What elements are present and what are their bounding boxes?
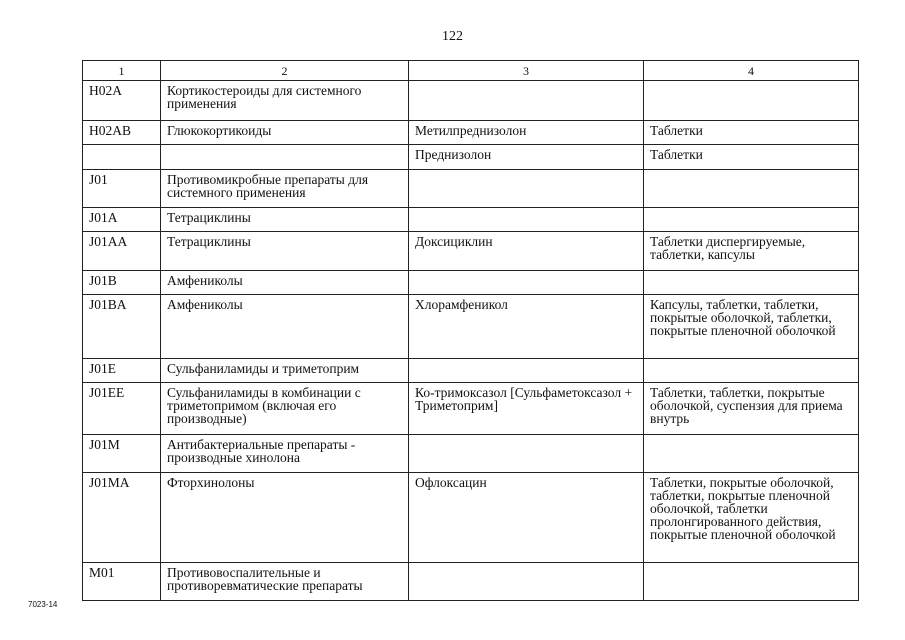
- dosage-forms-cell: [644, 170, 859, 208]
- atc-code-cell: J01MA: [83, 473, 161, 563]
- group-name-cell: Тетрациклины: [161, 232, 409, 271]
- column-header-1: 1: [83, 61, 161, 81]
- table-row: [83, 121, 859, 145]
- table-row: [83, 435, 859, 473]
- group-name-cell: Амфениколы: [161, 271, 409, 295]
- table-row: [83, 81, 859, 121]
- table-row: [83, 295, 859, 359]
- group-name-cell: Фторхинолоны: [161, 473, 409, 563]
- atc-code-cell: [83, 145, 161, 170]
- atc-code-cell: J01B: [83, 271, 161, 295]
- group-name-cell: Глюкокортикоиды: [161, 121, 409, 145]
- atc-code-cell: J01A: [83, 208, 161, 232]
- drug-name-cell: [409, 170, 644, 208]
- group-name-cell: Сульфаниламиды в комбинации с триметопримом (включая его производные): [161, 383, 409, 435]
- group-name-cell: [161, 145, 409, 170]
- dosage-forms-cell: [644, 563, 859, 601]
- atc-code-cell: M01: [83, 563, 161, 601]
- group-name-cell: Противомикробные препараты для системного применения: [161, 170, 409, 208]
- drug-name-cell: Доксициклин: [409, 232, 644, 271]
- dosage-forms-cell: [644, 271, 859, 295]
- drug-name-cell: [409, 435, 644, 473]
- dosage-forms-cell: Таблетки диспергируемые, таблетки, капсулы: [644, 232, 859, 271]
- drug-name-cell: Ко-тримоксазол [Сульфаметоксазол + Триметоприм]: [409, 383, 644, 435]
- drug-name-cell: Метилпреднизолон: [409, 121, 644, 145]
- group-name-cell: Кортикостероиды для системного применения: [161, 81, 409, 121]
- table-row: [83, 271, 859, 295]
- table-body: [83, 81, 859, 601]
- atc-code-cell: J01E: [83, 359, 161, 383]
- drug-name-cell: [409, 208, 644, 232]
- drug-name-cell: Офлоксацин: [409, 473, 644, 563]
- drug-name-cell: [409, 563, 644, 601]
- page-number: 122: [442, 29, 463, 44]
- atc-code-cell: J01EE: [83, 383, 161, 435]
- table-row: [83, 145, 859, 170]
- table-row: [83, 383, 859, 435]
- column-header-3: 3: [409, 61, 644, 81]
- table-row: [83, 359, 859, 383]
- atc-code-cell: J01: [83, 170, 161, 208]
- group-name-cell: Антибактериальные препараты - производные хинолона: [161, 435, 409, 473]
- table-row: [83, 170, 859, 208]
- group-name-cell: Противовоспалительные и противоревматические препараты: [161, 563, 409, 601]
- dosage-forms-cell: [644, 81, 859, 121]
- table-row: [83, 232, 859, 271]
- group-name-cell: Тетрациклины: [161, 208, 409, 232]
- dosage-forms-cell: [644, 359, 859, 383]
- document-code: 7023-14: [28, 600, 58, 609]
- drug-name-cell: [409, 359, 644, 383]
- table-header-row: [83, 61, 859, 81]
- drug-name-cell: Хлорамфеникол: [409, 295, 644, 359]
- dosage-forms-cell: Капсулы, таблетки, таблетки, покрытые оболочкой, таблетки, покрытые пленочной оболочкой: [644, 295, 859, 359]
- table-row: [83, 473, 859, 563]
- group-name-cell: Амфениколы: [161, 295, 409, 359]
- dosage-forms-cell: Таблетки, покрытые оболочкой, таблетки, покрытые пленочной оболочкой, таблетки пролонгированного действия, покрытые пленочной оболочкой: [644, 473, 859, 563]
- atc-code-cell: H02A: [83, 81, 161, 121]
- dosage-forms-cell: [644, 435, 859, 473]
- column-header-2: 2: [161, 61, 409, 81]
- atc-code-cell: H02AB: [83, 121, 161, 145]
- drug-table: [82, 60, 859, 601]
- group-name-cell: Сульфаниламиды и триметоприм: [161, 359, 409, 383]
- atc-code-cell: J01M: [83, 435, 161, 473]
- atc-code-cell: J01BA: [83, 295, 161, 359]
- drug-name-cell: Преднизолон: [409, 145, 644, 170]
- dosage-forms-cell: [644, 208, 859, 232]
- atc-code-cell: J01AA: [83, 232, 161, 271]
- dosage-forms-cell: Таблетки, таблетки, покрытые оболочкой, суспензия для приема внутрь: [644, 383, 859, 435]
- column-header-4: 4: [644, 61, 859, 81]
- drug-name-cell: [409, 81, 644, 121]
- dosage-forms-cell: Таблетки: [644, 121, 859, 145]
- table-row: [83, 208, 859, 232]
- table-row: [83, 563, 859, 601]
- drug-name-cell: [409, 271, 644, 295]
- dosage-forms-cell: Таблетки: [644, 145, 859, 170]
